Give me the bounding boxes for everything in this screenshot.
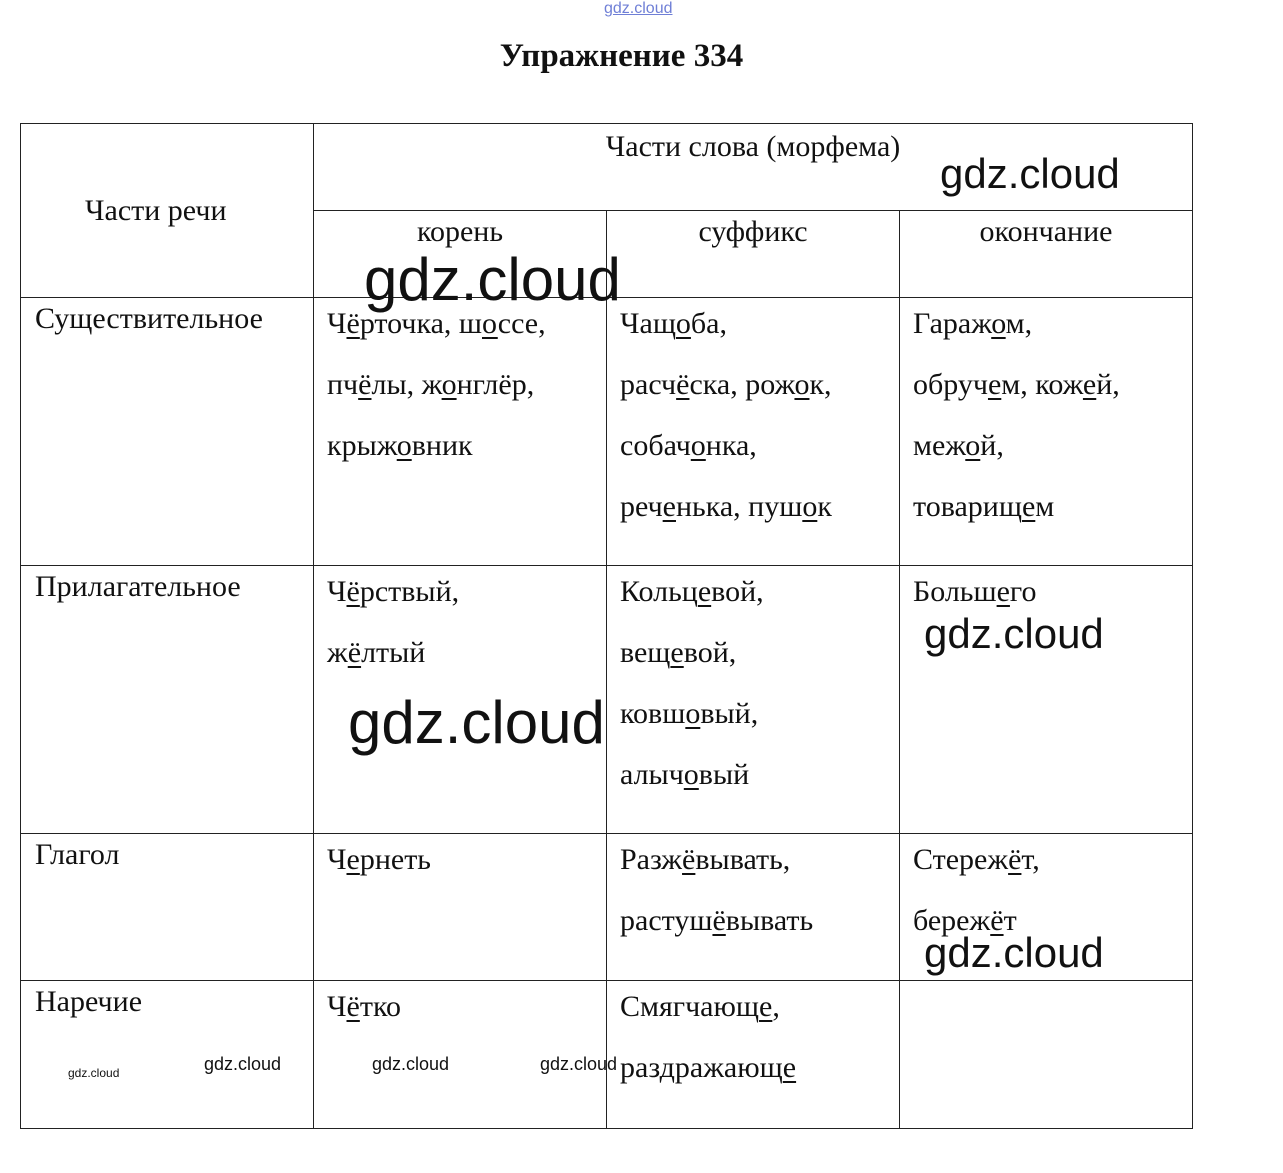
- row-label-text: Прилагательное: [35, 570, 241, 603]
- word-fragment: вый,: [700, 697, 759, 730]
- word-fragment: Разж: [620, 843, 683, 876]
- word-fragment: расч: [620, 368, 677, 401]
- word-line: [620, 838, 899, 899]
- row-label-text: Наречие: [35, 985, 143, 1018]
- word-fragment: т,: [1021, 843, 1040, 876]
- word-line: [620, 485, 899, 546]
- header-parts-of-speech: [21, 124, 314, 298]
- word-fragment: вывать: [725, 904, 814, 937]
- word-line: [913, 838, 1192, 899]
- word-fragment: лы, ж: [371, 368, 442, 401]
- header-ending-label: окончание: [979, 215, 1113, 248]
- word-fragment: го: [1009, 575, 1037, 608]
- word-fragment: к,: [809, 368, 832, 401]
- word-fragment: к: [817, 490, 832, 523]
- word-fragment: крыж: [327, 429, 397, 462]
- word-line: [620, 363, 899, 424]
- word-fragment: растуш: [620, 904, 713, 937]
- underlined-vowel: о: [965, 429, 981, 462]
- word-fragment: Гараж: [913, 307, 992, 340]
- underlined-vowel: ё: [346, 307, 360, 340]
- word-fragment: товарищ: [913, 490, 1022, 523]
- underlined-vowel: ё: [676, 368, 690, 401]
- row-label: [21, 834, 314, 981]
- watermark-top[interactable]: gdz.cloud: [604, 0, 673, 17]
- word-fragment: Стереж: [913, 843, 1009, 876]
- header-suffix-label: суффикс: [698, 215, 808, 248]
- word-fragment: м: [1035, 490, 1055, 523]
- header-ending: [900, 211, 1193, 298]
- word-line: [913, 363, 1192, 424]
- word-line: [327, 424, 606, 485]
- word-line: [620, 424, 899, 485]
- word-fragment: Чащ: [620, 307, 676, 340]
- word-line: [327, 985, 606, 1046]
- word-fragment: меж: [913, 429, 966, 462]
- word-fragment: тко: [359, 990, 401, 1023]
- word-line: [327, 631, 606, 692]
- word-fragment: лтый: [361, 636, 426, 669]
- word-fragment: й,: [1096, 368, 1120, 401]
- header-suffix: [607, 211, 900, 298]
- word-fragment: ска, рож: [689, 368, 795, 401]
- word-fragment: вывать,: [695, 843, 791, 876]
- word-fragment: Больш: [913, 575, 997, 608]
- row-label-text: Глагол: [35, 838, 120, 871]
- word-fragment: рствый,: [359, 575, 460, 608]
- word-fragment: вый: [698, 758, 750, 791]
- underlined-vowel: ё: [347, 636, 362, 669]
- word-line: [620, 570, 899, 631]
- watermark-adj-ending: gdz.cloud: [924, 610, 1104, 657]
- word-fragment: Смягчающ: [620, 990, 760, 1023]
- underlined-vowel: о: [675, 307, 691, 340]
- word-fragment: ж: [327, 636, 348, 669]
- underlined-vowel: о: [441, 368, 457, 401]
- word-fragment: вник: [411, 429, 473, 462]
- row-label-text: Существительное: [35, 302, 263, 335]
- underlined-vowel: о: [685, 697, 701, 730]
- cell-ending: [900, 566, 1193, 834]
- word-fragment: Ч: [327, 575, 347, 608]
- underlined-vowel: е: [1082, 368, 1097, 401]
- underlined-vowel: е: [662, 490, 676, 523]
- underlined-vowel: ё: [990, 904, 1004, 937]
- word-fragment: алыч: [620, 758, 684, 791]
- word-fragment: ,: [772, 990, 780, 1023]
- row-label: [21, 298, 314, 566]
- word-fragment: реч: [620, 490, 663, 523]
- word-line: [913, 424, 1192, 485]
- underlined-vowel: е: [1021, 490, 1036, 523]
- underlined-vowel: е: [782, 1051, 797, 1084]
- underlined-vowel: ё: [1008, 843, 1022, 876]
- word-line: [620, 692, 899, 753]
- watermark-bottom-1: gdz.cloud: [68, 1066, 120, 1080]
- word-fragment: Ч: [327, 990, 347, 1023]
- underlined-vowel: ё: [712, 904, 726, 937]
- word-line: [327, 838, 606, 899]
- cell-ending: [900, 981, 1193, 1129]
- cell-suffix: [607, 834, 900, 981]
- cell-suffix: [607, 298, 900, 566]
- underlined-vowel: е: [697, 575, 712, 608]
- word-fragment: вещ: [620, 636, 671, 669]
- underlined-vowel: е: [346, 843, 360, 876]
- word-line: [620, 753, 899, 814]
- underlined-vowel: ё: [346, 575, 360, 608]
- underlined-vowel: о: [396, 429, 412, 462]
- cell-root: [314, 834, 607, 981]
- word-fragment: Ч: [327, 307, 347, 340]
- word-line: [620, 631, 899, 692]
- header-parts-of-speech-label: Части речи: [85, 193, 227, 227]
- cell-root: [314, 298, 607, 566]
- underlined-vowel: о: [794, 368, 810, 401]
- header-root-label: корень: [416, 215, 504, 248]
- underlined-vowel: е: [670, 636, 684, 669]
- word-fragment: й,: [980, 429, 1004, 462]
- watermark-row1: gdz.cloud: [364, 246, 621, 313]
- underlined-vowel: е: [759, 990, 773, 1023]
- word-fragment: ковш: [620, 697, 686, 730]
- word-fragment: вой,: [711, 575, 764, 608]
- word-fragment: т: [1003, 904, 1017, 937]
- underlined-vowel: о: [683, 758, 699, 791]
- underlined-vowel: ё: [358, 368, 372, 401]
- word-fragment: нглёр,: [456, 368, 535, 401]
- word-fragment: м, кож: [1001, 368, 1083, 401]
- word-fragment: обруч: [913, 368, 988, 401]
- word-fragment: пч: [327, 368, 359, 401]
- word-fragment: собач: [620, 429, 691, 462]
- word-fragment: береж: [913, 904, 991, 937]
- underlined-vowel: ё: [682, 843, 696, 876]
- word-fragment: Ч: [327, 843, 347, 876]
- word-fragment: раздражающ: [620, 1051, 783, 1084]
- watermark-bottom-3: gdz.cloud: [372, 1054, 450, 1074]
- word-line: [327, 570, 606, 631]
- word-fragment: рточка, ш: [359, 307, 482, 340]
- word-line: [620, 899, 899, 960]
- watermark-bottom-4: gdz.cloud: [540, 1054, 618, 1074]
- underlined-vowel: о: [991, 307, 1006, 340]
- word-fragment: рнеть: [359, 843, 431, 876]
- word-line: [620, 1046, 899, 1107]
- underlined-vowel: е: [987, 368, 1002, 401]
- word-fragment: ба,: [690, 307, 728, 340]
- word-line: [913, 485, 1192, 546]
- underlined-vowel: о: [802, 490, 818, 523]
- word-line: [327, 363, 606, 424]
- underlined-vowel: е: [996, 575, 1010, 608]
- word-fragment: м,: [1005, 307, 1033, 340]
- watermark-bottom-2: gdz.cloud: [204, 1054, 282, 1074]
- word-line: [913, 302, 1192, 363]
- watermark-verb-ending: gdz.cloud: [924, 929, 1104, 976]
- word-fragment: Кольц: [620, 575, 698, 608]
- word-fragment: нка,: [705, 429, 757, 462]
- word-fragment: ссе,: [497, 307, 546, 340]
- word-line: [620, 302, 899, 363]
- cell-suffix: [607, 981, 900, 1129]
- word-line: [620, 985, 899, 1046]
- watermark-header: gdz.cloud: [940, 150, 1120, 197]
- cell-ending: [900, 298, 1193, 566]
- cell-suffix: [607, 566, 900, 834]
- word-fragment: вой,: [683, 636, 737, 669]
- underlined-vowel: о: [690, 429, 706, 462]
- row-label: [21, 566, 314, 834]
- underlined-vowel: ё: [346, 990, 360, 1023]
- word-fragment: нька, пуш: [675, 490, 803, 523]
- underlined-vowel: о: [482, 307, 498, 340]
- watermark-adj-root: gdz.cloud: [348, 689, 605, 756]
- header-morpheme-label: Части слова (морфема): [605, 130, 901, 163]
- page-title: Упражнение 334: [499, 38, 744, 74]
